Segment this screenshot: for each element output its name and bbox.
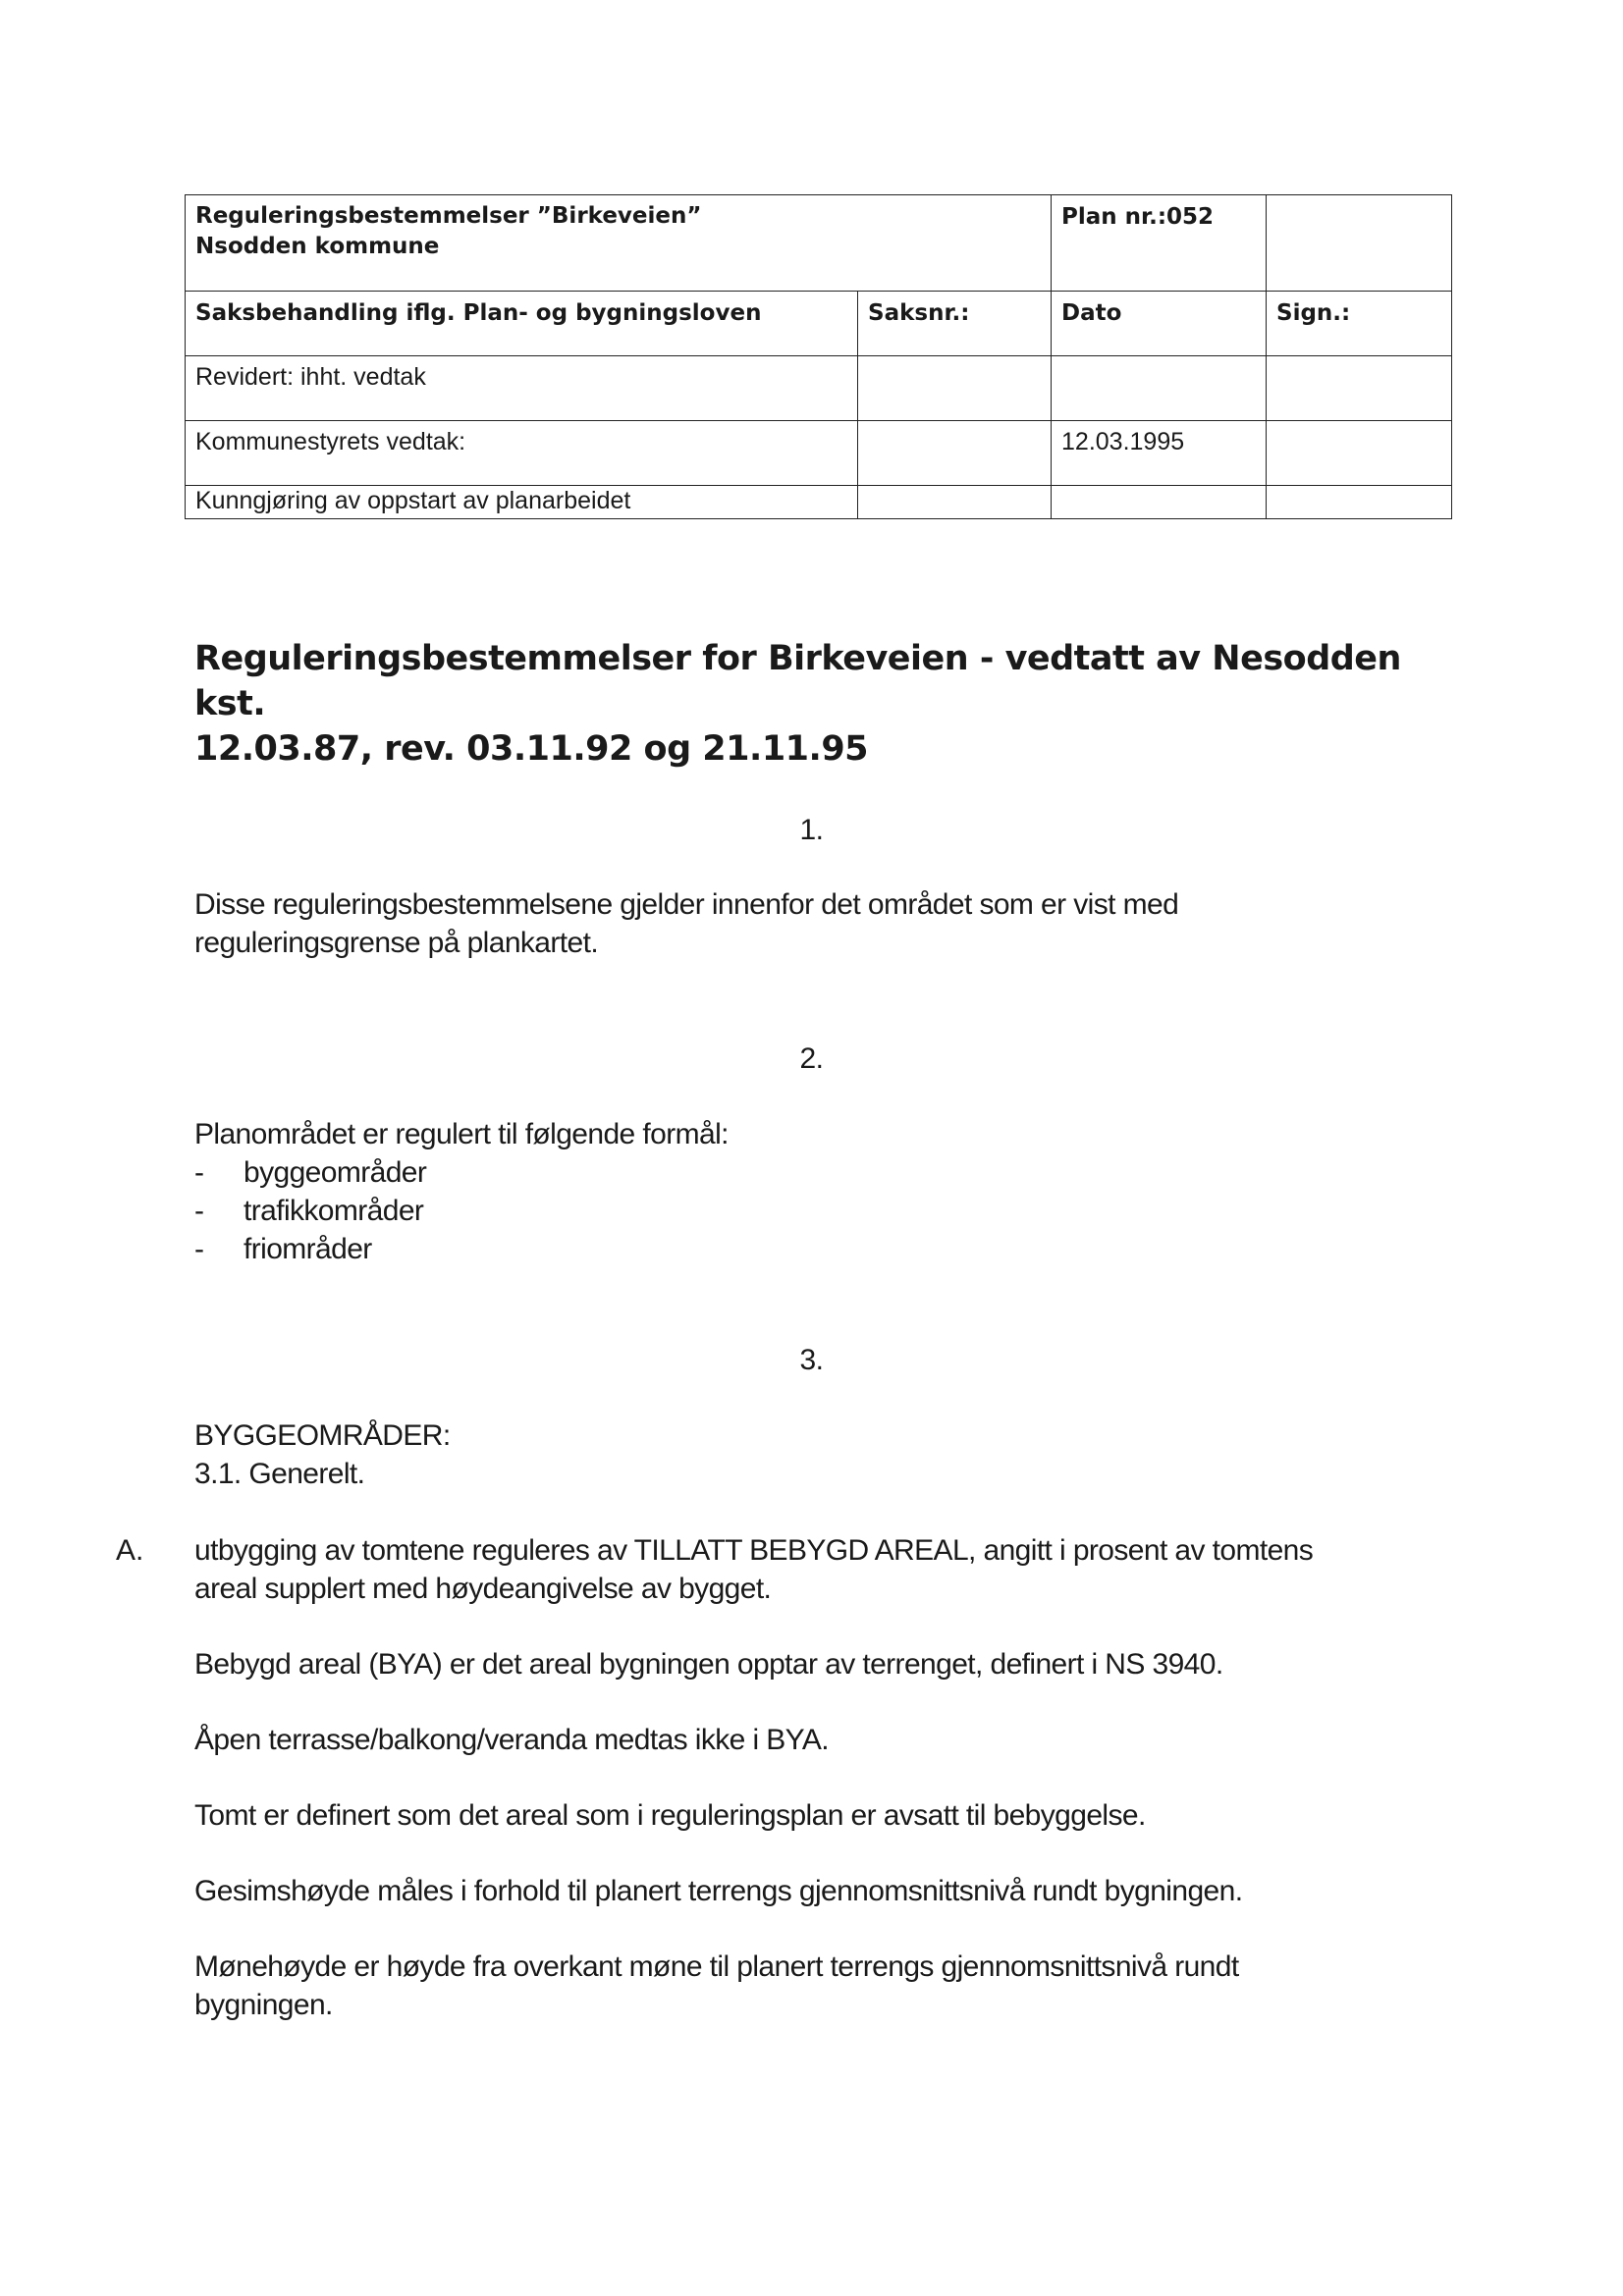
paragraph-tomt: Tomt er definert som det areal som i reguleringsplan er avsatt til bebyggelse. bbox=[194, 1799, 1146, 1832]
paragraph-gesims: Gesimshøyde måles i forhold til planert terrengs gjennomsnittsnivå rundt bygningen. bbox=[194, 1875, 1243, 1907]
row-saksnr bbox=[858, 421, 1052, 486]
row-sign bbox=[1267, 356, 1452, 421]
row-saksnr bbox=[858, 486, 1052, 519]
list-item-text: trafikkområder bbox=[243, 1195, 424, 1227]
list-item bbox=[194, 1153, 1471, 1192]
paragraph-mone bbox=[194, 1948, 1471, 2024]
section-number-1: 1. bbox=[799, 814, 824, 846]
text-line: Disse reguleringsbestemmelsene gjelder innenfor det området som er vist med bbox=[194, 888, 1179, 921]
section-number-3: 3. bbox=[799, 1344, 824, 1376]
sign-header bbox=[1267, 292, 1452, 356]
table-row bbox=[186, 356, 1452, 421]
row-sign bbox=[1267, 486, 1452, 519]
document-title bbox=[194, 636, 1471, 772]
table-row bbox=[186, 421, 1452, 486]
list-dash: - bbox=[194, 1195, 204, 1227]
text-line: areal supplert med høydeangivelse av bygget. bbox=[194, 1573, 772, 1605]
plan-header-table bbox=[185, 194, 1452, 519]
text-line: Planområdet er regulert til følgende formål: bbox=[194, 1118, 729, 1150]
text-line: utbygging av tomtene reguleres av TILLATT BEBYGD AREAL, angitt i prosent av tomtens bbox=[194, 1534, 1314, 1567]
row-dato: 12.03.1995 bbox=[1052, 421, 1267, 486]
saksnr-header bbox=[858, 292, 1052, 356]
saksbehandling-cell bbox=[186, 292, 858, 356]
list-dash: - bbox=[194, 1156, 204, 1189]
row-label: Revidert: ihht. vedtak bbox=[186, 356, 858, 421]
list-dash: - bbox=[194, 1233, 204, 1265]
dato-label: Dato bbox=[1061, 300, 1122, 326]
row-dato bbox=[1052, 356, 1267, 421]
municipality: Nsodden kommune bbox=[195, 234, 440, 259]
text-line: BYGGEOMRÅDER: bbox=[194, 1419, 451, 1452]
list-item bbox=[194, 1230, 1471, 1268]
plan-title: Reguleringsbestemmelser ”Birkeveien” bbox=[195, 203, 702, 229]
section-2-text bbox=[194, 1115, 1471, 1268]
sign-label: Sign.: bbox=[1276, 300, 1351, 326]
section-number-2: 2. bbox=[799, 1042, 824, 1075]
list-item-text: byggeområder bbox=[243, 1156, 427, 1189]
text-line: bygningen. bbox=[194, 1989, 333, 2021]
row-saksnr bbox=[858, 356, 1052, 421]
list-item-text: friområder bbox=[243, 1233, 372, 1265]
title-line-2: 12.03.87, rev. 03.11.92 og 21.11.95 bbox=[194, 729, 869, 769]
section-1-text bbox=[194, 885, 1471, 962]
section-3-heading bbox=[194, 1416, 1471, 1493]
row-label: Kommunestyrets vedtak: bbox=[186, 421, 858, 486]
dato-header bbox=[1052, 292, 1267, 356]
saksnr-label: Saksnr.: bbox=[868, 300, 970, 326]
row-dato bbox=[1052, 486, 1267, 519]
row-label: Kunngjøring av oppstart av planarbeidet bbox=[186, 486, 858, 519]
paragraph-a bbox=[194, 1531, 1471, 1608]
plan-title-cell bbox=[186, 195, 1052, 292]
paragraph-terrasse: Åpen terrasse/balkong/veranda medtas ikke i BYA. bbox=[194, 1724, 830, 1756]
saksbehandling-label: Saksbehandling iflg. Plan- og bygningsloven bbox=[195, 300, 762, 326]
paragraph-bya: Bebygd areal (BYA) er det areal bygningen opptar av terrenget, definert i NS 3940. bbox=[194, 1648, 1223, 1681]
empty-cell bbox=[1267, 195, 1452, 292]
row-sign bbox=[1267, 421, 1452, 486]
table-row bbox=[186, 486, 1452, 519]
text-line: Mønehøyde er høyde fra overkant møne til planert terrengs gjennomsnittsnivå rundt bbox=[194, 1950, 1239, 1983]
list-item bbox=[194, 1192, 1471, 1230]
plan-number-cell bbox=[1052, 195, 1267, 292]
text-line: 3.1. Generelt. bbox=[194, 1458, 365, 1490]
text-line: reguleringsgrense på plankartet. bbox=[194, 927, 599, 959]
plan-number: Plan nr.:052 bbox=[1061, 204, 1215, 230]
title-line-1: Reguleringsbestemmelser for Birkeveien - vedtatt av Nesodden kst. bbox=[194, 639, 1401, 723]
paragraph-marker-a: A. bbox=[116, 1534, 144, 1567]
